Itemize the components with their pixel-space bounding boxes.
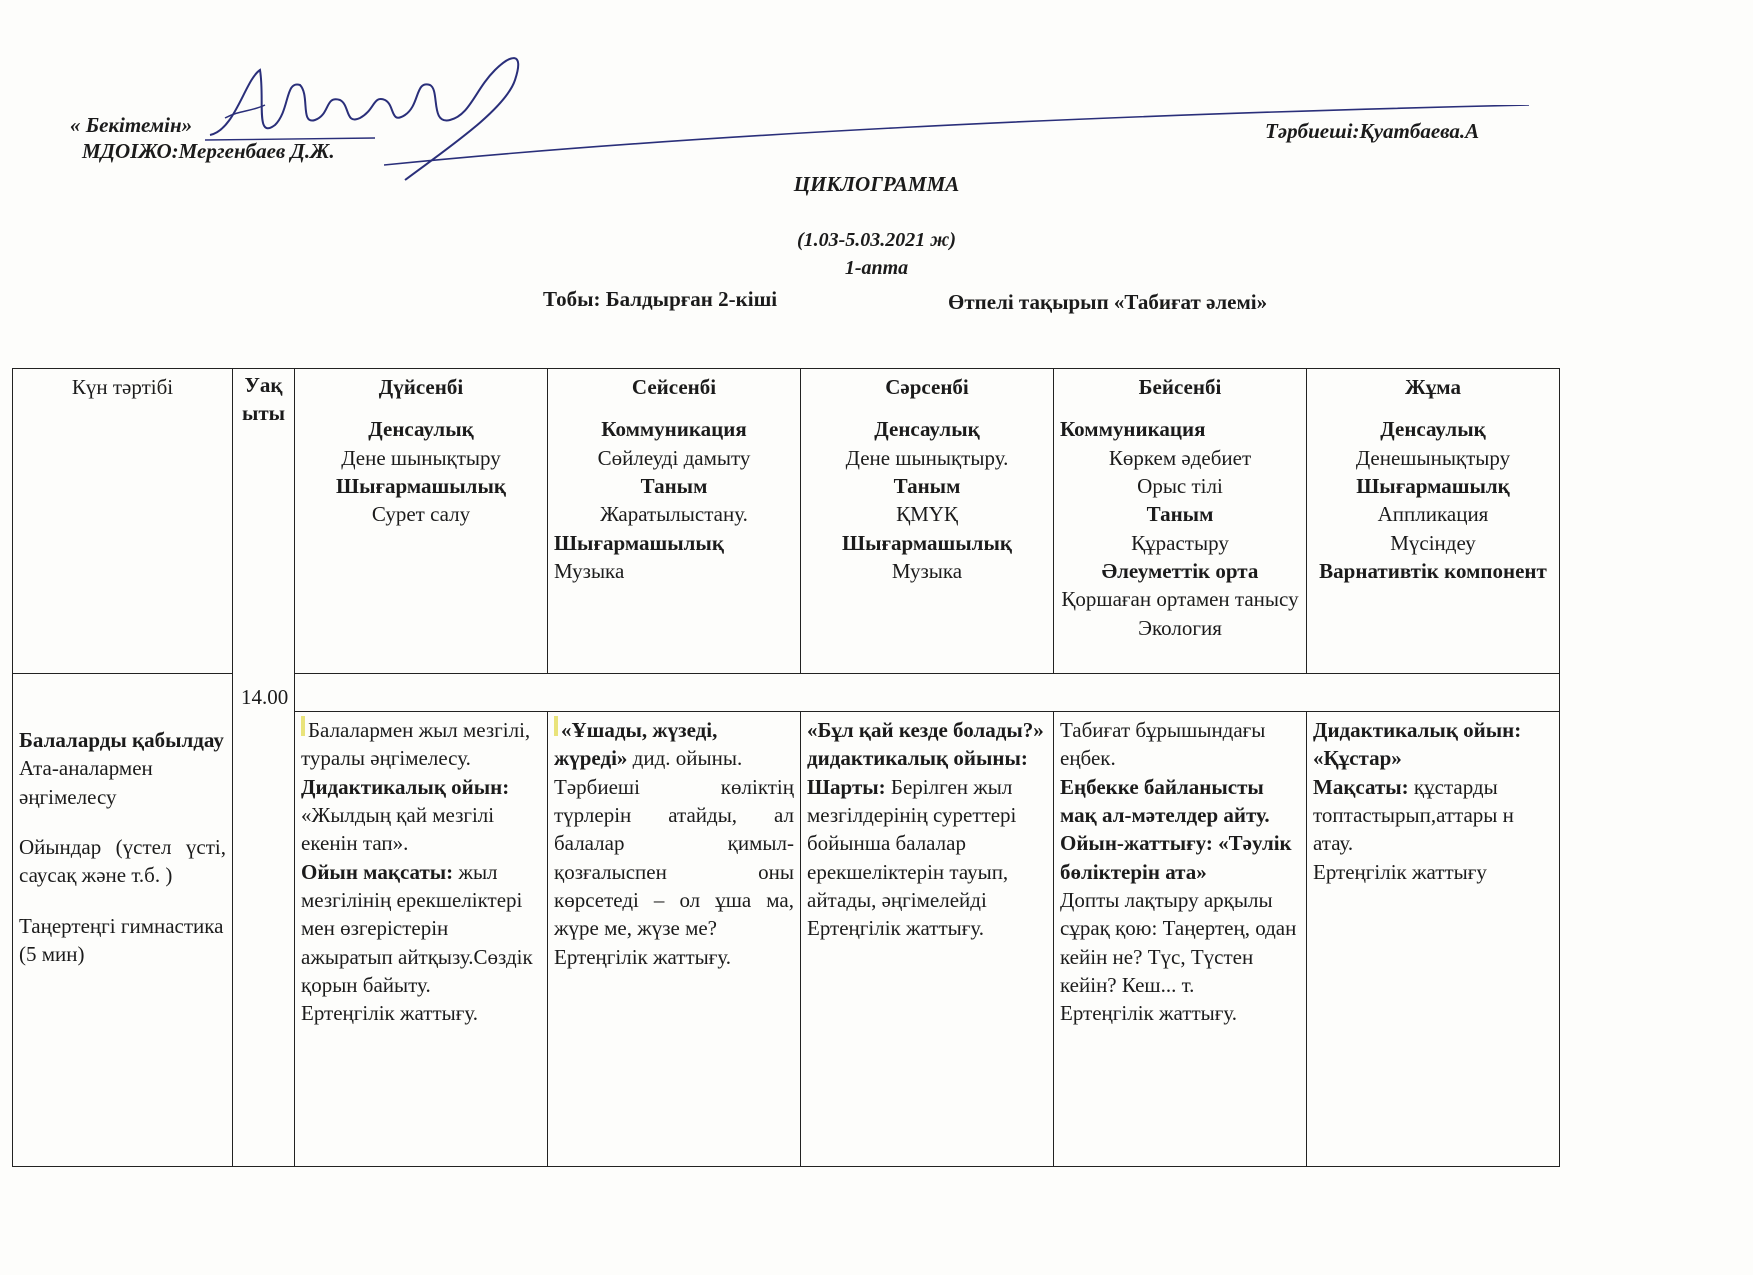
subject: Жаратылыстану. — [600, 502, 748, 527]
subject-area: Шығармашылық — [554, 530, 724, 555]
subject: Аппликация — [1377, 502, 1489, 527]
approver-name: МДОІЖО:Мергенбаев Д.Ж. — [82, 139, 335, 163]
signature-stroke — [384, 105, 1534, 175]
group-name: Тобы: Балдырған 2-кіші — [543, 287, 778, 311]
day-header-fri — [1307, 369, 1560, 674]
subject-area: Денсаулық — [368, 417, 474, 442]
subject: Сурет салу — [371, 502, 471, 527]
activity-cell-mon: Балалармен жыл мезгілі, туралы әңгімелесу. Дидактикалық ойын: «Жылдың қай мезгілі екенін тап». Ойын мақсаты: жыл мезгілінің ерекшеліктері мен өзгерістерін ажыратып айтқызу.Сөздік қорын байыту. Ертеңгілік жаттығу. — [295, 712, 548, 1167]
col-schedule-header: Күн тәртібі — [13, 369, 233, 674]
day-header-thu — [1054, 369, 1307, 674]
highlight-mark — [301, 716, 305, 736]
approve-label: « Бекітемін» — [70, 113, 193, 137]
subject: Денешынықтыру — [1355, 445, 1511, 470]
subject-area: Варнативтік компонент — [1319, 559, 1547, 584]
subject-area: Коммуникация — [1060, 417, 1206, 442]
subject: Мүсіндеу — [1390, 530, 1476, 555]
subject-area: Шығармашылқ — [1356, 474, 1510, 499]
subject: ҚМҮҚ — [896, 502, 958, 527]
subject-area: Таным — [640, 474, 708, 499]
day-header-wed — [801, 369, 1054, 674]
col-time-cell — [233, 369, 295, 1167]
day-name: Сәрсенбі — [885, 375, 969, 399]
activity-cell-wed: «Бұл қай кезде болады?» дидактикалық ойыны: Шарты: Берілген жыл мезгілдерінің суреттері бойынша балалар ерекшеліктерін тауып, айтады, әңгімелейді Ертеңгілік жаттығу. — [801, 712, 1054, 1167]
subject-area: Коммуникация — [601, 417, 747, 442]
highlight-mark — [554, 716, 558, 736]
day-name: Дүйсенбі — [378, 375, 464, 399]
table-header-row — [13, 369, 1560, 674]
schedule-line: Ата-аналармен әңгімелесу — [19, 756, 153, 809]
day-name: Сейсенбі — [631, 375, 717, 399]
activity-cell-fri: Дидактикалық ойын: «Құстар» Мақсаты: құстарды топтастырып,аттары н атау. Ертеңгілік жаттығу — [1307, 712, 1560, 1167]
day-header-tue — [548, 369, 801, 674]
empty-spacer-cell — [295, 674, 1560, 712]
subject: Орыс тілі — [1137, 474, 1223, 499]
subject: Музыка — [891, 559, 963, 584]
subject: Дене шынықтыру. — [845, 445, 1009, 470]
schedule-line: Таңертеңгі гимнастика (5 мин) — [19, 913, 224, 967]
schedule-cell-reception — [13, 674, 233, 1167]
teacher-name: Тәрбиеші:Қуатбаева.А — [1265, 119, 1480, 143]
time-value: 14.00 — [241, 685, 289, 709]
day-header-mon — [295, 369, 548, 674]
doc-week: 1-апта — [844, 257, 909, 279]
subject: Көркем әдебиет — [1108, 445, 1252, 470]
doc-dates: (1.03-5.03.2021 ж) — [796, 229, 957, 251]
day-name: Бейсенбі — [1138, 375, 1222, 399]
subject: Құрастыру — [1131, 530, 1229, 555]
col-time-header: Уақ ыты — [241, 373, 286, 426]
activity-cell-tue: «Ұшады, жүзеді, жүреді» дид. ойыны. Тәрбиеші көліктің түрлерін атайды, ал балалар қимыл-қозғалыспен оны көрсетеді – ол ұша ма, жүре ме, жүзе ме? Ертеңгілік жаттығу. — [548, 712, 801, 1167]
day-name: Жұма — [1405, 375, 1461, 399]
subject-area: Денсаулық — [1380, 417, 1486, 442]
subject-area: Таным — [893, 474, 961, 499]
subject-area: Әлеуметтік орта — [1101, 559, 1259, 584]
cyclogram-table — [12, 368, 1560, 1167]
subject-area: Таным — [1146, 502, 1214, 527]
subject-area: Шығармашылық — [842, 530, 1012, 555]
subject: Сөйлеуді дамыту — [597, 445, 751, 470]
doc-title: ЦИКЛОГРАММА — [793, 172, 960, 196]
subject-area: Шығармашылық — [336, 474, 506, 499]
schedule-title: Балаларды қабылдау — [19, 728, 224, 752]
activity-cell-thu: Табиғат бұрышындағы еңбек. Еңбекке байланысты мақ ал-мәтелдер айту. Ойын-жаттығу: «Тәулік бөліктерін ата» Допты лақтыру арқылы сұрақ қою: Таңертең, одан кейін не? Түс, Түстен кейін? Кеш... т. Ертеңгілік жаттығу. — [1054, 712, 1307, 1167]
subject-area: Денсаулық — [874, 417, 980, 442]
subject: Қоршаған ортамен танысу — [1061, 587, 1299, 612]
theme-name: Өтпелі тақырып «Табиғат әлемі» — [948, 290, 1268, 314]
subject: Музыка — [554, 559, 625, 584]
subject: Дене шынықтыру — [341, 445, 501, 470]
subject: Экология — [1138, 615, 1222, 640]
schedule-line: Ойындар (үстел үсті, саусақ және т.б. ) — [19, 835, 226, 888]
